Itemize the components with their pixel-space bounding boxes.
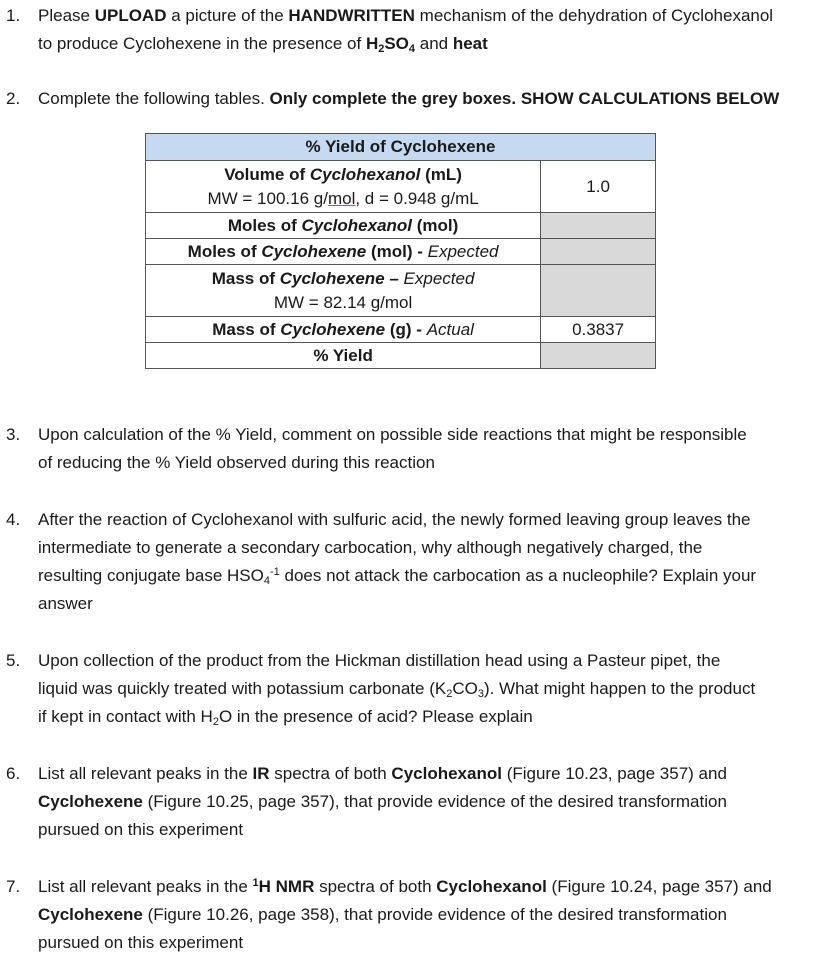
question-number: 1. xyxy=(6,6,21,25)
question-number: 7. xyxy=(6,877,21,896)
question-4-line-4: answer xyxy=(38,594,93,613)
question-5-line-1: Upon collection of the product from the Hickman distillation head using a Pasteur pipet, the xyxy=(38,651,721,670)
table-row xyxy=(146,343,656,369)
table-row xyxy=(146,317,656,343)
yield-table xyxy=(145,133,656,369)
table-row xyxy=(146,239,656,265)
question-6-line-3: pursued on this experiment xyxy=(38,820,244,839)
table-header: % Yield of Cyclohexene xyxy=(146,134,656,161)
question-6-line-2: Cyclohexene (Figure 10.25, page 357), that provide evidence of the desired transformation xyxy=(38,792,727,811)
question-number: 2. xyxy=(6,89,21,108)
question-number: 5. xyxy=(6,651,21,670)
row-label: Moles of Cyclohexanol (mol) xyxy=(146,213,541,239)
row-value: 0.3837 xyxy=(541,317,656,343)
question-4-line-3: resulting conjugate base $HSO_4^{-1}$ does not attack the carbocation as a nucleophile? Explain your xyxy=(38,566,757,587)
question-6-line-1: List all relevant peaks in the IR spectra of both Cyclohexanol (Figure 10.23, page 357) and xyxy=(38,764,727,783)
question-3-line-2: of reducing the % Yield observed during this reaction xyxy=(38,453,435,472)
question-4-line-1: After the reaction of Cyclohexanol with sulfuric acid, the newly formed leaving group leaves the xyxy=(38,510,751,529)
question-7-line-3: pursued on this experiment xyxy=(38,933,244,952)
row-label: % Yield xyxy=(146,343,541,369)
question-number: 3. xyxy=(6,425,21,444)
question-5-line-2: liquid was quickly treated with potassium carbonate $(K_2CO_3)$. What might happen to the product xyxy=(38,679,756,700)
grey-input-cell[interactable] xyxy=(541,265,656,317)
question-2-text: Complete the following tables. Only complete the grey boxes. SHOW CALCULATIONS BELOW xyxy=(38,89,780,108)
question-7-line-2: Cyclohexene (Figure 10.26, page 358), that provide evidence of the desired transformation xyxy=(38,905,727,924)
table-row xyxy=(146,213,656,239)
question-1-line-2: to produce Cyclohexene in the presence of $H_2SO_4$ and heat xyxy=(38,34,488,55)
question-3-line-1: Upon calculation of the % Yield, comment on possible side reactions that might be responsible xyxy=(38,425,747,444)
grey-input-cell[interactable] xyxy=(541,239,656,265)
row-label: Moles of Cyclohexene (mol) - Expected xyxy=(146,239,541,265)
question-7-line-1: List all relevant peaks in the $^1$H NMR spectra of both Cyclohexanol (Figure 10.24, page 357) and xyxy=(38,877,772,896)
question-number: 4. xyxy=(6,510,21,529)
question-4-line-2: intermediate to generate a secondary carbocation, why although negatively charged, the xyxy=(38,538,703,557)
row-label: Mass of Cyclohexene (g) - Actual xyxy=(146,317,541,343)
row-label: Mass of Cyclohexene – Expected MW = 82.14 g/mol xyxy=(146,265,541,317)
table-row xyxy=(146,265,656,317)
grey-input-cell[interactable] xyxy=(541,213,656,239)
question-5-line-3: if kept in contact with $H_2O$ in the presence of acid? Please explain xyxy=(38,707,533,728)
row-label: Volume of Cyclohexanol (mL) MW = 100.16 g/mol, d = 0.948 g/mL xyxy=(146,161,541,213)
row-value: 1.0 xyxy=(541,161,656,213)
table-row xyxy=(146,161,656,213)
grey-input-cell[interactable] xyxy=(541,343,656,369)
question-1-line-1: Please UPLOAD a picture of the HANDWRITTEN mechanism of the dehydration of Cyclohexanol xyxy=(38,6,774,25)
question-number: 6. xyxy=(6,764,21,783)
